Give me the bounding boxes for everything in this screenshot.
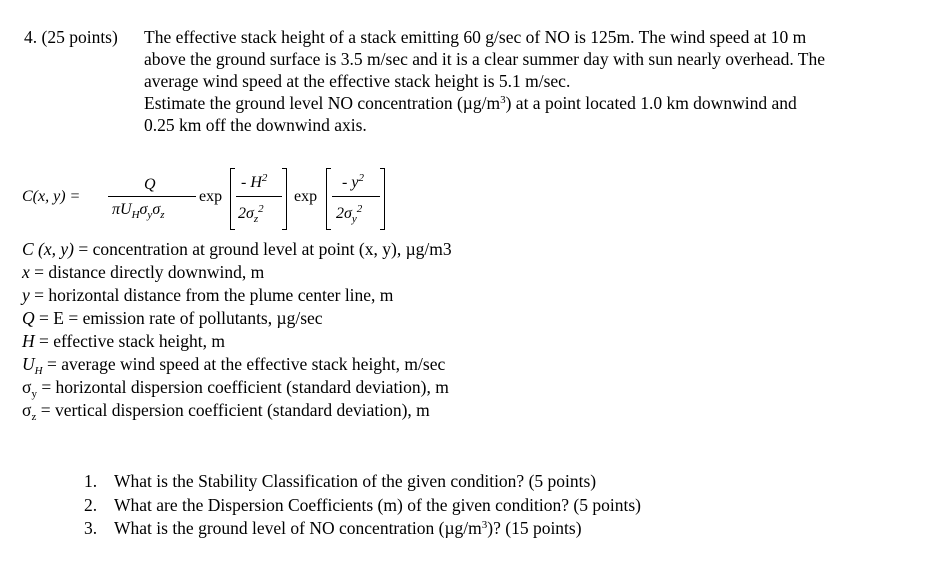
bracket-tick [380, 229, 385, 230]
definition-item: $\sigma_y$ = horizontal dispersion coefficient (standard deviation), m [22, 377, 449, 400]
question-text: What is the Stability Classification of the given condition? (5 points) [114, 471, 597, 491]
statement-line: above the ground surface is 3.5 m/sec and it is a clear summer day with sun nearly overhead. The [144, 49, 825, 69]
statement-line: average wind speed at the effective stack height is 5.1 m/sec. [144, 71, 571, 91]
bracket-tick [282, 229, 287, 230]
definition-item: $U_H$ = average wind speed at the effective stack height, m/sec [22, 354, 446, 377]
question-text: What is the ground level of NO concentration (µg/m [114, 518, 482, 538]
bracket-right [384, 168, 385, 230]
formula-numerator: Q [144, 176, 156, 193]
bracket-tick [326, 229, 331, 230]
question-item [84, 494, 641, 518]
exp2-numerator: - $y^2$ [342, 172, 364, 191]
question-number: 4. (25 points) [24, 27, 118, 47]
exp-operator: exp [294, 188, 318, 205]
definition-item: C (x, y) = concentration at ground level at point (x, y), µg/m3 [22, 239, 452, 259]
fraction-bar [108, 196, 196, 197]
fraction-bar [332, 196, 380, 197]
definition-item: H = effective stack height, m [22, 331, 225, 351]
question-text-post: )? (15 points) [487, 518, 582, 538]
definition-item: Q = E = emission rate of pollutants, µg/sec [22, 308, 323, 328]
question-index: 1. [84, 471, 98, 491]
exp-operator: exp [199, 188, 223, 205]
definitions-list [22, 238, 452, 422]
bracket-tick [282, 168, 287, 169]
question-index: 3. [84, 518, 98, 538]
bracket-tick [230, 229, 235, 230]
fraction-bar [236, 196, 282, 197]
estimate-text: Estimate the ground level NO concentration (µg/m [144, 93, 501, 113]
question-item [84, 517, 641, 541]
exp1-numerator: - $H^2$ [241, 172, 268, 191]
question-sup: 3 [481, 519, 488, 531]
bracket-tick [380, 168, 385, 169]
bracket-right [286, 168, 287, 230]
estimate-text-post: ) at a point located 1.0 km downwind and [505, 93, 797, 113]
question-item [84, 470, 641, 494]
formula-denominator: $\pi U_H\sigma_y\sigma_z$ [112, 201, 165, 221]
formula-lhs: C(x, y) = [22, 188, 81, 205]
question-text: What are the Dispersion Coefficients (m) of the given condition? (5 points) [114, 494, 641, 515]
bracket-tick [230, 168, 235, 169]
statement-line: 0.25 km off the downwind axis. [144, 115, 367, 135]
exp2-denominator: $2\sigma_y^2$ [336, 203, 363, 225]
definition-item: x = distance directly downwind, m [22, 262, 265, 282]
questions-list [84, 470, 641, 541]
bracket-tick [326, 168, 331, 169]
definition-item: $\sigma_z$ = vertical dispersion coefficient (standard deviation), m [22, 400, 430, 423]
bracket-left [326, 168, 327, 230]
exp1-denominator: $2\sigma_z^2$ [238, 203, 264, 225]
estimate-sup: 3 [500, 94, 506, 106]
bracket-left [230, 168, 231, 230]
statement-line: The effective stack height of a stack emitting 60 g/sec of NO is 125m. The wind speed at 10 m [144, 27, 807, 47]
question-index: 2. [84, 494, 98, 515]
statement-estimate [144, 92, 825, 114]
problem-statement [144, 26, 825, 136]
definition-item: y = horizontal distance from the plume center line, m [22, 285, 394, 305]
